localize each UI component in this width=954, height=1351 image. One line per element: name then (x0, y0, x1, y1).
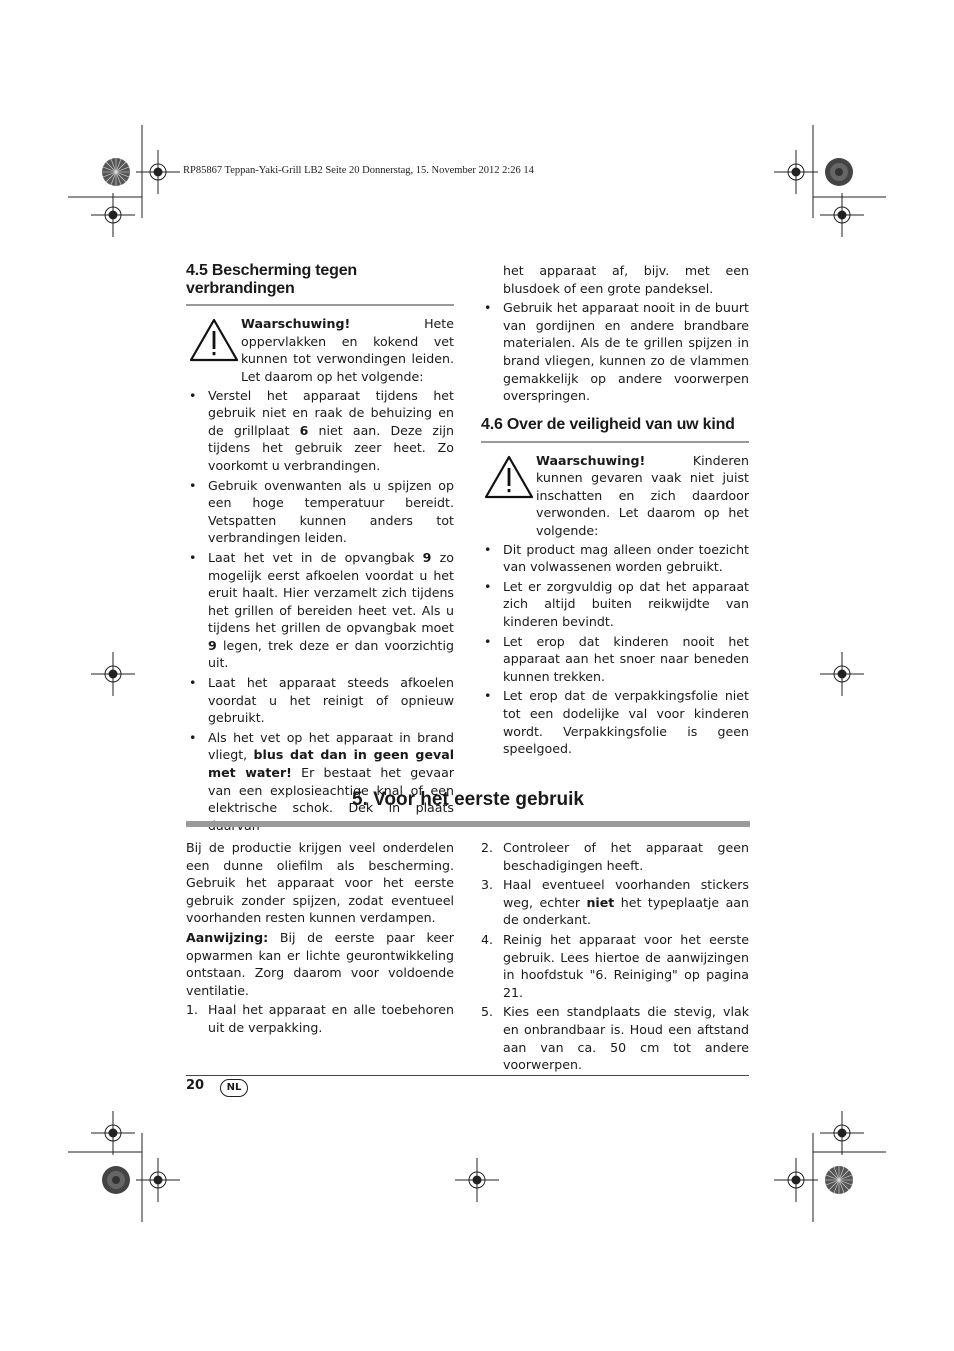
bold-text: 9 (208, 637, 217, 653)
warning-triangle-icon (188, 317, 240, 363)
starburst-target-icon (101, 157, 131, 191)
starburst-target-icon (824, 157, 854, 191)
warning-text (536, 452, 749, 540)
warning-block (186, 315, 454, 385)
starburst-target-icon (101, 1165, 131, 1199)
chapter-title: 5. Voor het eerste gebruik (352, 789, 584, 810)
step-number: 1. (186, 1002, 199, 1018)
crosshair-mark-icon (820, 652, 864, 700)
bullet-list (481, 541, 749, 758)
list-item (186, 674, 454, 727)
text-run: Reinig het apparaat voor het eerste gebruik. Lees hiertoe de aanwijzingen in hoofdstuk "6. Reiniging" op pagina 21. (503, 931, 749, 1000)
text-run: Laat het vet in de opvangbak (208, 549, 423, 565)
warning-text (241, 315, 454, 385)
list-item: • Let erop dat kinderen nooit het apparaat aan het snoer naar beneden kunnen trekken. (481, 633, 749, 686)
text-run: legen, trek deze er dan voorzichtig uit. (208, 637, 454, 671)
crosshair-mark-icon (820, 1111, 864, 1159)
crosshair-mark-icon (91, 652, 135, 700)
warning-block (481, 452, 749, 540)
language-badge: NL (220, 1079, 248, 1097)
text-run: Gebruik ovenwanten als u spijzen op een hoge temperatuur bereidt. Vetspatten kunnen anders tot verbrandingen leiden. (208, 477, 454, 546)
text-run: Kies een standplaats die stevig, vlak en onbrandbaar is. Houd een aftstand aan van ca. 50 cm tot andere voorwerpen. (503, 1004, 749, 1073)
warning-label: Waarschuwing! (536, 452, 646, 468)
step-number: 5. (481, 1004, 494, 1020)
crosshair-mark-icon (91, 193, 135, 241)
list-item: • Dit product mag alleen onder toezicht van volwassenen worden gebruikt. (481, 541, 749, 576)
step-item (481, 1003, 749, 1073)
step-item (481, 876, 749, 929)
list-item (186, 549, 454, 672)
footer-rule (186, 1075, 749, 1076)
text-run: zo mogelijk eerst afkoelen voordat u het eruit haalt. Hier verzamelt zich tijdens het grillen of bereiden heet vet. Als u tijdens het grillen de opvangbak moet (208, 549, 454, 636)
starburst-target-icon (824, 1165, 854, 1199)
crosshair-mark-icon (91, 1111, 135, 1159)
crosshair-mark-icon (774, 1158, 818, 1206)
note-label: Aanwijzing: (186, 929, 269, 945)
step-item (481, 839, 749, 874)
warning-body: Hete oppervlakken en kokend vet kunnen tot verwondingen leiden. Let daarom op het volgende: (241, 316, 454, 384)
crosshair-mark-icon (136, 150, 180, 198)
text-run: Als het vet op het apparaat in brand vliegt, (208, 729, 454, 763)
note-text (186, 929, 454, 999)
bold-text: blus dat dan in geen geval met water! (208, 747, 455, 781)
warning-body: Kinderen kunnen gevaren vaak niet juist inschatten en zich daardoor verwonden. Let daarom op het volgende: (536, 452, 749, 538)
text-run: Haal het apparaat en alle toebehoren uit de verpakking. (208, 1002, 454, 1035)
crosshair-mark-icon (136, 1158, 180, 1206)
step-number: 3. (481, 877, 494, 893)
text-run: Laat het apparaat steeds afkoelen voordat u het reinigt of opnieuw gebruikt. (208, 675, 454, 726)
note-body: Bij de eerste paar keer opwarmen kan er lichte geurontwikkeling ontstaan. Zorg daarom voor voldoende ventilatie. (186, 929, 454, 998)
warning-triangle-icon (483, 454, 535, 500)
crosshair-mark-icon (820, 193, 864, 241)
bullet-list (481, 299, 749, 405)
text-run: Verstel het apparaat tijdens het gebruik niet en raak de behuizing en de grillplaat (208, 387, 454, 438)
continued-text: het apparaat af, bijv. met een blusdoek of een grote pandeksel. (503, 263, 749, 296)
list-item: • Let er zorgvuldig op dat het apparaat zich altijd buiten reikwijdte van kinderen bevindt. (481, 578, 749, 631)
section-5-left (186, 839, 454, 1039)
print-header: RP85867 Teppan-Yaki-Grill LB2 Seite 20 Donnerstag, 15. November 2012 2:26 14 (183, 165, 534, 176)
section-title: 4.6 Over de veiligheid van uw kind (481, 416, 749, 443)
section-5-right (481, 839, 749, 1076)
steps-list (186, 1001, 454, 1036)
step-item (481, 931, 749, 1001)
section-4-6 (481, 416, 749, 760)
intro-text: Bij de productie krijgen veel onderdelen een dunne oliefilm als bescherming. Gebruik het apparaat voor het eerste gebruik zonder spijzen, zodat eventueel voorhanden resten kunnen verdampen. (186, 840, 454, 926)
list-item: • Gebruik het apparaat nooit in de buurt van gordijnen en andere brandbare materialen. Als de te grillen spijzen in brand vliegen, kunnen zo de vlammen gemakkelijk op andere voorwerpen overspringen. (481, 299, 749, 405)
crosshair-mark-icon (455, 1158, 499, 1206)
text-run: Haal eventueel voorhanden stickers weg, echter (503, 877, 749, 910)
bold-text: 9 (422, 549, 432, 565)
chapter-title-bar (186, 821, 750, 827)
steps-list (481, 839, 749, 1074)
bold-text: niet (586, 894, 615, 910)
list-item (186, 729, 454, 835)
section-4-5 (186, 262, 454, 836)
text-run: Er bestaat het gevaar van een explosieachtige knal of een elektrische schok. Dek in plaats (208, 765, 454, 816)
crosshair-mark-icon (774, 150, 818, 198)
bullet-list (186, 387, 454, 835)
step-number: 2. (481, 840, 494, 855)
warning-label: Waarschuwing! (241, 316, 351, 332)
step-number: 4. (481, 931, 494, 947)
page-number: 20 (186, 1078, 205, 1093)
section-title: 4.5 Bescherming tegen verbrandingen (186, 262, 454, 306)
list-item: • Let erop dat de verpakkingsfolie niet tot een dodelijke val voor kinderen wordt. Verpakkingsfolie is geen speelgoed. (481, 687, 749, 757)
list-item (186, 477, 454, 547)
text-run: het typeplaatje aan de onderkant. (503, 894, 749, 928)
list-item (186, 387, 454, 475)
bold-text: 6 (299, 422, 309, 438)
text-run: niet aan. Deze zijn tijdens het gebruik zeer heet. Zo voorkomt u verbrandingen. (208, 422, 454, 473)
step-item (186, 1001, 454, 1036)
section-4-5-continued (481, 262, 749, 407)
text-run: Controleer of het apparaat geen beschadigingen heeft. (503, 840, 749, 873)
